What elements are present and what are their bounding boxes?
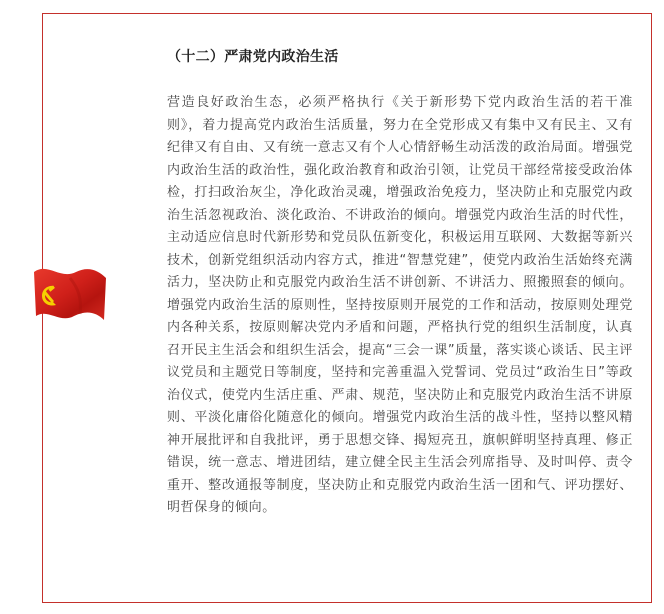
party-flag-icon [30, 258, 110, 338]
section-paragraph: 营造良好政治生态，必须严格执行《关于新形势下党内政治生活的若干准则》，着力提高党内政治生活质量，努力在全党形成又有集中又有民主、又有纪律又有自由、又有统一意志又有个人心情舒畅生动活泼的政治局面。增强党内政治生活的政治性，强化政治教育和政治引领，让党员干部经常接受政治体检，打扫政治灰尘，净化政治灵魂，增强政治免疫力，坚决防止和克服党内政治生活忽视政治、淡化政治、不讲政治的倾向。增强党内政治生活的时代性，主动适应信息时代新形势和党员队伍新变化，积极运用互联网、大数据等新兴技术，创新党组织活动内容方式，推进“智慧党建”，使党内政治生活始终充满活力，坚决防止和克服党内政治生活不讲创新、不讲活力、照搬照套的倾向。增强党内政治生活的原则性，坚持按原则开展党的工作和活动，按原则处理党内各种关系，按原则解决党内矛盾和问题，严格执行党的组织生活制度，认真召开民主生活会和组织生活会，提高“三会一课”质量，落实谈心谈话、民主评议党员和主题党日等制度，坚持和完善重温入党誓词、党员过“政治生日”等政治仪式，使党内生活庄重、严肃、规范，坚决防止和克服党内政治生活不讲原则、平淡化庸俗化随意化的倾向。增强党内政治生活的战斗性，坚持以整风精神开展批评和自我批评，勇于思想交锋、揭短亮丑，旗帜鲜明坚持真理、修正错误，统一意志、增进团结，建立健全民主生活会列席指导、及时叫停、责令重开、整改通报等制度，坚决防止和克服党内政治生活一团和气、评功摆好、明哲保身的倾向。 [167, 95, 633, 515]
section-heading: （十二）严肃党内政治生活 [167, 49, 339, 65]
